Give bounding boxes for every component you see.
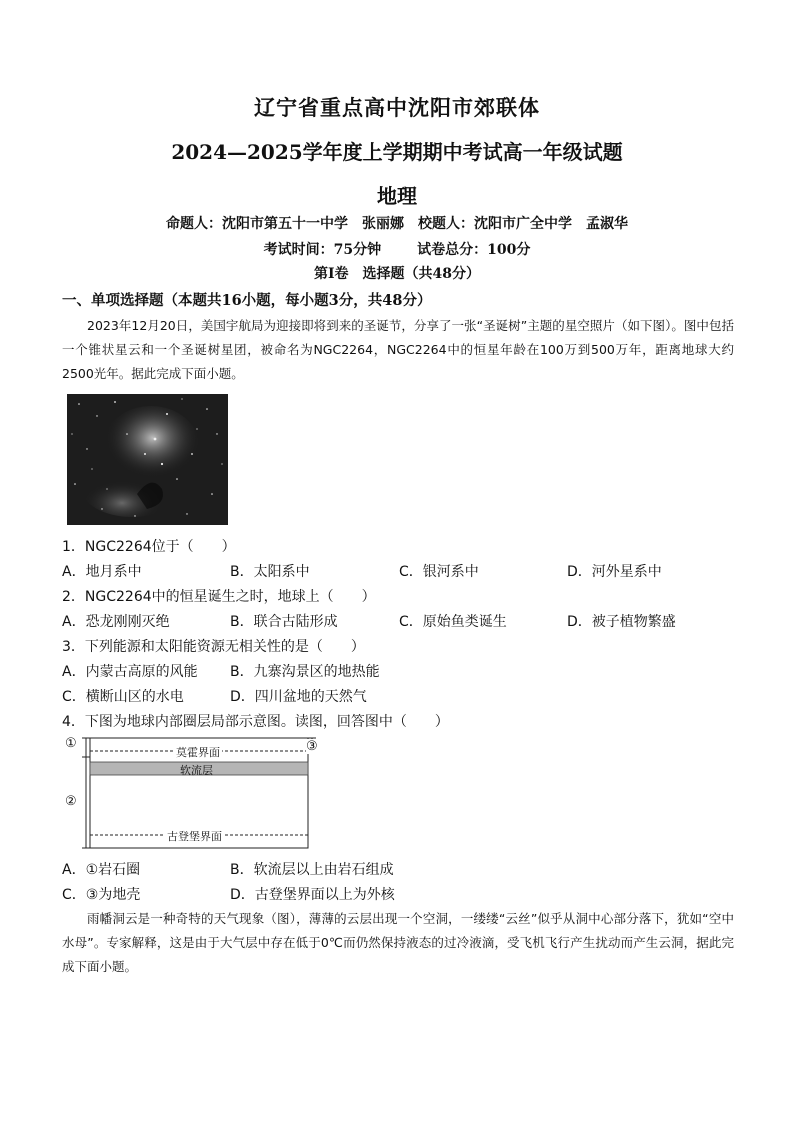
part-title: 第Ⅰ卷 选择题（共48分）: [313, 266, 481, 282]
q3-option-c: C．横断山区的水电: [62, 689, 184, 705]
q2-option-c: C．原始鱼类诞生: [399, 614, 507, 630]
subject-title: 地理: [377, 184, 417, 208]
exam-time: 考试时间：75分钟: [263, 242, 382, 258]
q2-option-b: B．联合古陆形成: [230, 614, 338, 630]
q1-option-b: B．太阳系中: [230, 564, 310, 580]
q4-option-a: A．①岩石圈: [62, 862, 141, 878]
star-cluster-photo: [67, 394, 228, 525]
q2-option-d: D．被子植物繁盛: [567, 614, 676, 630]
question-2-stem: 2．NGC2264中的恒星诞生之时，地球上（ ）: [62, 589, 376, 605]
q2-option-a: A．恐龙刚刚灭绝: [62, 614, 170, 630]
gutenberg-label: 古登堡界面: [167, 830, 222, 843]
q3-option-a: A．内蒙古高原的风能: [62, 664, 198, 680]
q4-option-d: D．古登堡界面以上为外核: [230, 887, 395, 903]
passage-fallstreak-hole: 雨幡洞云是一种奇特的天气现象（图），薄薄的云层出现一个空洞，一缕缕“云丝”似乎从洞中心部分落下，犹如“空中水母”。专家解释，这是由于大气层中存在低于0℃而仍然保持液态的过冷液滴，受飞机飞行产生扰动而产生云洞，据此完成下面小题。: [62, 911, 734, 974]
label-2: ②: [65, 794, 77, 809]
q1-option-d: D．河外星系中: [567, 564, 662, 580]
q1-option-c: C．银河系中: [399, 564, 479, 580]
earth-interior-diagram: [62, 736, 322, 852]
section-title: 一、单项选择题（本题共16小题，每小题3分，共48分）: [62, 292, 432, 309]
label-1: ①: [65, 736, 77, 751]
passage-ngc2264: 2023年12月20日，美国宇航局为迎接即将到来的圣诞节，分享了一张“圣诞树”主题的星空照片（如下图）。图中包括一个锥状星云和一个圣诞树星团，被命名为NGC2264，NGC2264中的恒星年龄在100万到500万年，距离地球大约2500光年。据此完成下面小题。: [62, 318, 734, 381]
q3-option-b: B．九寨沟景区的地热能: [230, 664, 380, 680]
exam-info-line: [0, 239, 794, 259]
q1-option-a: A．地月系中: [62, 564, 142, 580]
question-1-stem: 1．NGC2264位于（ ）: [62, 539, 236, 555]
nebula-image: [67, 394, 228, 525]
exam-title-line1: 辽宁省重点高中沈阳市郊联体: [254, 95, 540, 120]
q4-option-c: C．③为地壳: [62, 887, 141, 903]
q3-option-d: D．四川盆地的天然气: [230, 689, 367, 705]
exam-score: 试卷总分：100分: [417, 242, 531, 258]
authors-line: 命题人：沈阳市第五十一中学 张丽娜 校题人：沈阳市广全中学 孟淑华: [166, 216, 628, 232]
q4-option-b: B．软流层以上由岩石组成: [230, 862, 394, 878]
exam-title-line2: 2024—2025学年度上学期期中考试高一年级试题: [171, 140, 623, 164]
moho-label: 莫霍界面: [176, 746, 220, 759]
question-4-stem: 4．下图为地球内部圈层局部示意图。读图，回答图中（ ）: [62, 714, 449, 730]
label-3: ③: [306, 739, 318, 754]
asthenosphere-label: 软流层: [180, 764, 213, 777]
question-3-stem: 3．下列能源和太阳能资源无相关性的是（ ）: [62, 639, 365, 655]
